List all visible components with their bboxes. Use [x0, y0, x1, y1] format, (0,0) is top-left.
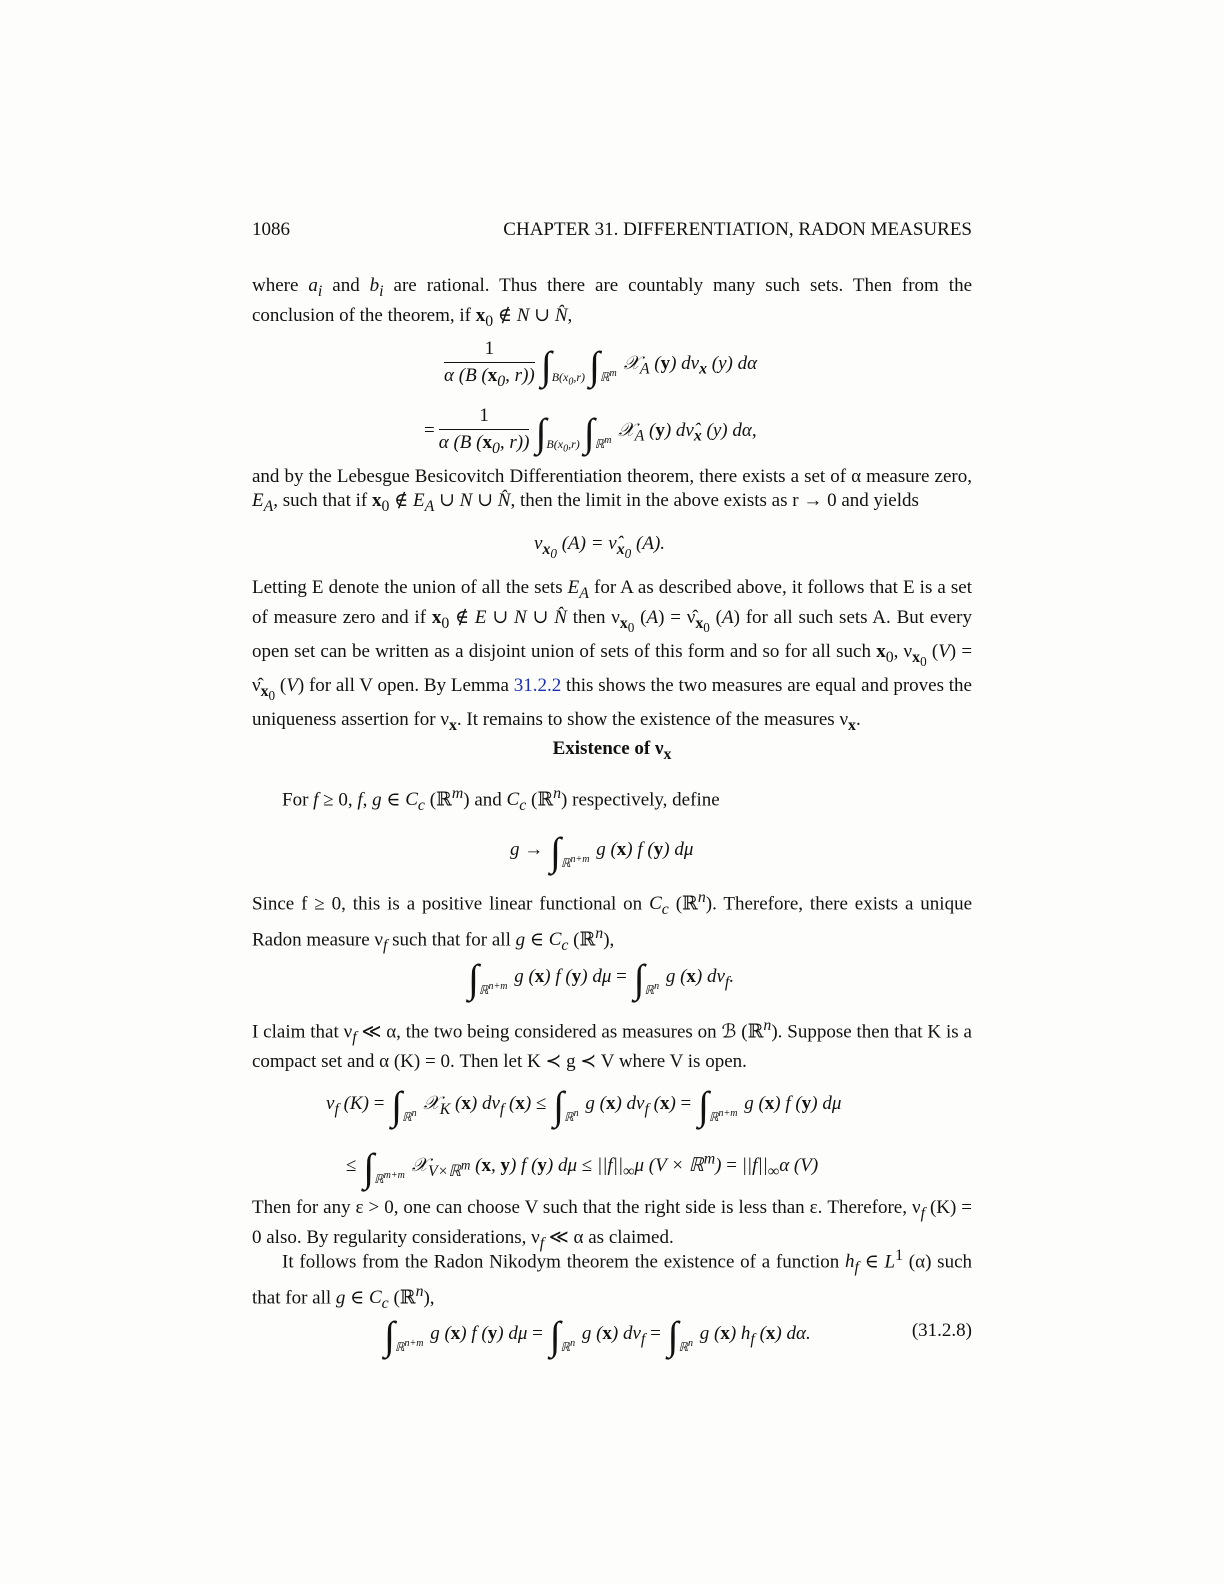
page-header: [252, 219, 972, 241]
paragraph-4: For f ≥ 0, f, g ∈ $C_c$ (ℝ$^m$) and $C_c$ (ℝ$^n$) respectively, define: [282, 785, 720, 815]
paragraph-7: Then for any ε > 0, one can choose V such that the right side is less than ε. Therefore, $\nu_f$ (K) = 0 also. By regularity considerations, $\nu_f$ ≪ α as claimed.: [252, 1197, 973, 1252]
page-number: 1086: [252, 219, 290, 240]
equation-5: $\int_{ℝ^{n+m}}$ g (x) f (y) $d\mu = \int_{ℝ^n}$ g (x) $d\nu_f$.: [468, 956, 735, 1001]
paragraph-5: Since f ≥ 0, this is a positive linear functional on $C_c$ (ℝ$^n$). Therefore, there exists a unique Radon measure $\nu_f$ such that for all g ∈ $C_c$ (ℝ$^n$),: [252, 889, 972, 955]
lemma-link[interactable]: 31.2.2: [513, 674, 562, 696]
paragraph-2: and by the Lebesgue Besicovitch Differentiation theorem, there exists a set of α measure zero, $E_A$, such that if $x_0$ ∉ $E_A$ ∪ N ∪ N̂, then the limit in the above exists as r → 0 and yields: [252, 466, 972, 515]
equation-number: (31.2.8): [911, 1320, 972, 1341]
equation-3: $\nu_{x_0}$ $(A) = \nû_{x_0}$ (A).: [534, 533, 666, 561]
paragraph-1: where $a_i$ and $b_i$ are rational. Thus there are countably many such sets. Then from the conclusion of the theorem, if $x_0$ ∉ N ∪ N̂,: [252, 275, 973, 330]
section-heading: Existence of $\nu_x$: [552, 738, 672, 763]
running-title: CHAPTER 31. DIFFERENTIATION, RADON MEASURES: [503, 219, 972, 240]
equation-7: ≤ $\int_{ℝ^{m+m}}$ 𝒳$_{V\times ℝ^m}$ (x, y) f (y) $d\mu \le ||f||_\infty\mu$ (V × ℝ$^m$) = $||f||_\infty\alpha$ (V): [346, 1145, 819, 1190]
equation-4: $g \to \int_{ℝ^{n+m}}$ g (x) f (y) dμ: [510, 829, 694, 874]
equation-8: $\int_{ℝ^{n+m}}$ g (x) f (y) $d\mu = \int_{ℝ^n}$ g (x) $d\nu_f = \int_{ℝ^n}$ g (x) $h_f$ (x) dα.: [384, 1313, 811, 1358]
paragraph-8: It follows from the Radon Nikodym theorem the existence of a function $h_f$ ∈ $L^1$ (α) such that for all g ∈ $C_c$ (ℝ$^n$),: [252, 1247, 972, 1313]
equation-2: = $\frac{1}{\alpha (B (x_0, r))}$ $\int_{B(x_0,r)}$ $\int_{ℝ^m}$ 𝒳$_A$ (y) $d\nû_x$ (y) dα,: [424, 405, 757, 457]
paragraph-3: Letting E denote the union of all the sets $E_A$ for A as described above, it follows that E is a set of measure zero and if $x_0$ ∉ E ∪ N ∪ N̂ then $\nu_{x_0}$ $(A) = \nû_{x_0}$ (A) for all such sets A. But every open set can be written as a disjoint union of sets of this form and so for all such $x_0$, $\nu_{x_0}$ $(V) = \nû_{x_0}$ (V) for all V open. By Lemma 31.2.2 this shows the two measures are equal and proves the uniqueness assertion for $\nu_x$. It remains to show the existence of the measures $\nu_x$.: [252, 577, 973, 734]
equation-6: $\nu_f$ $(K) = \int_{ℝ^n}$ 𝒳$_K$ (x) $d\nu_f$ $(x) \le \int_{ℝ^n}$ g (x) $d\nu_f$ $(x) = \int_{ℝ^{n+m}}$ g (x) f (y) dμ: [326, 1083, 842, 1128]
paragraph-6: I claim that $\nu_f$ ≪ α, the two being considered as measures on ℬ (ℝ$^n$). Suppose then that K is a compact set and α (K) = 0. Then let K ≺ g ≺ V where V is open.: [252, 1017, 972, 1073]
equation-1: $\frac{1}{\alpha (B (x_0, r))}$ $\int_{B(x_0,r)}$ $\int_{ℝ^m}$ 𝒳$_A$ (y) $d\nu_x$ (y) dα: [444, 338, 758, 390]
